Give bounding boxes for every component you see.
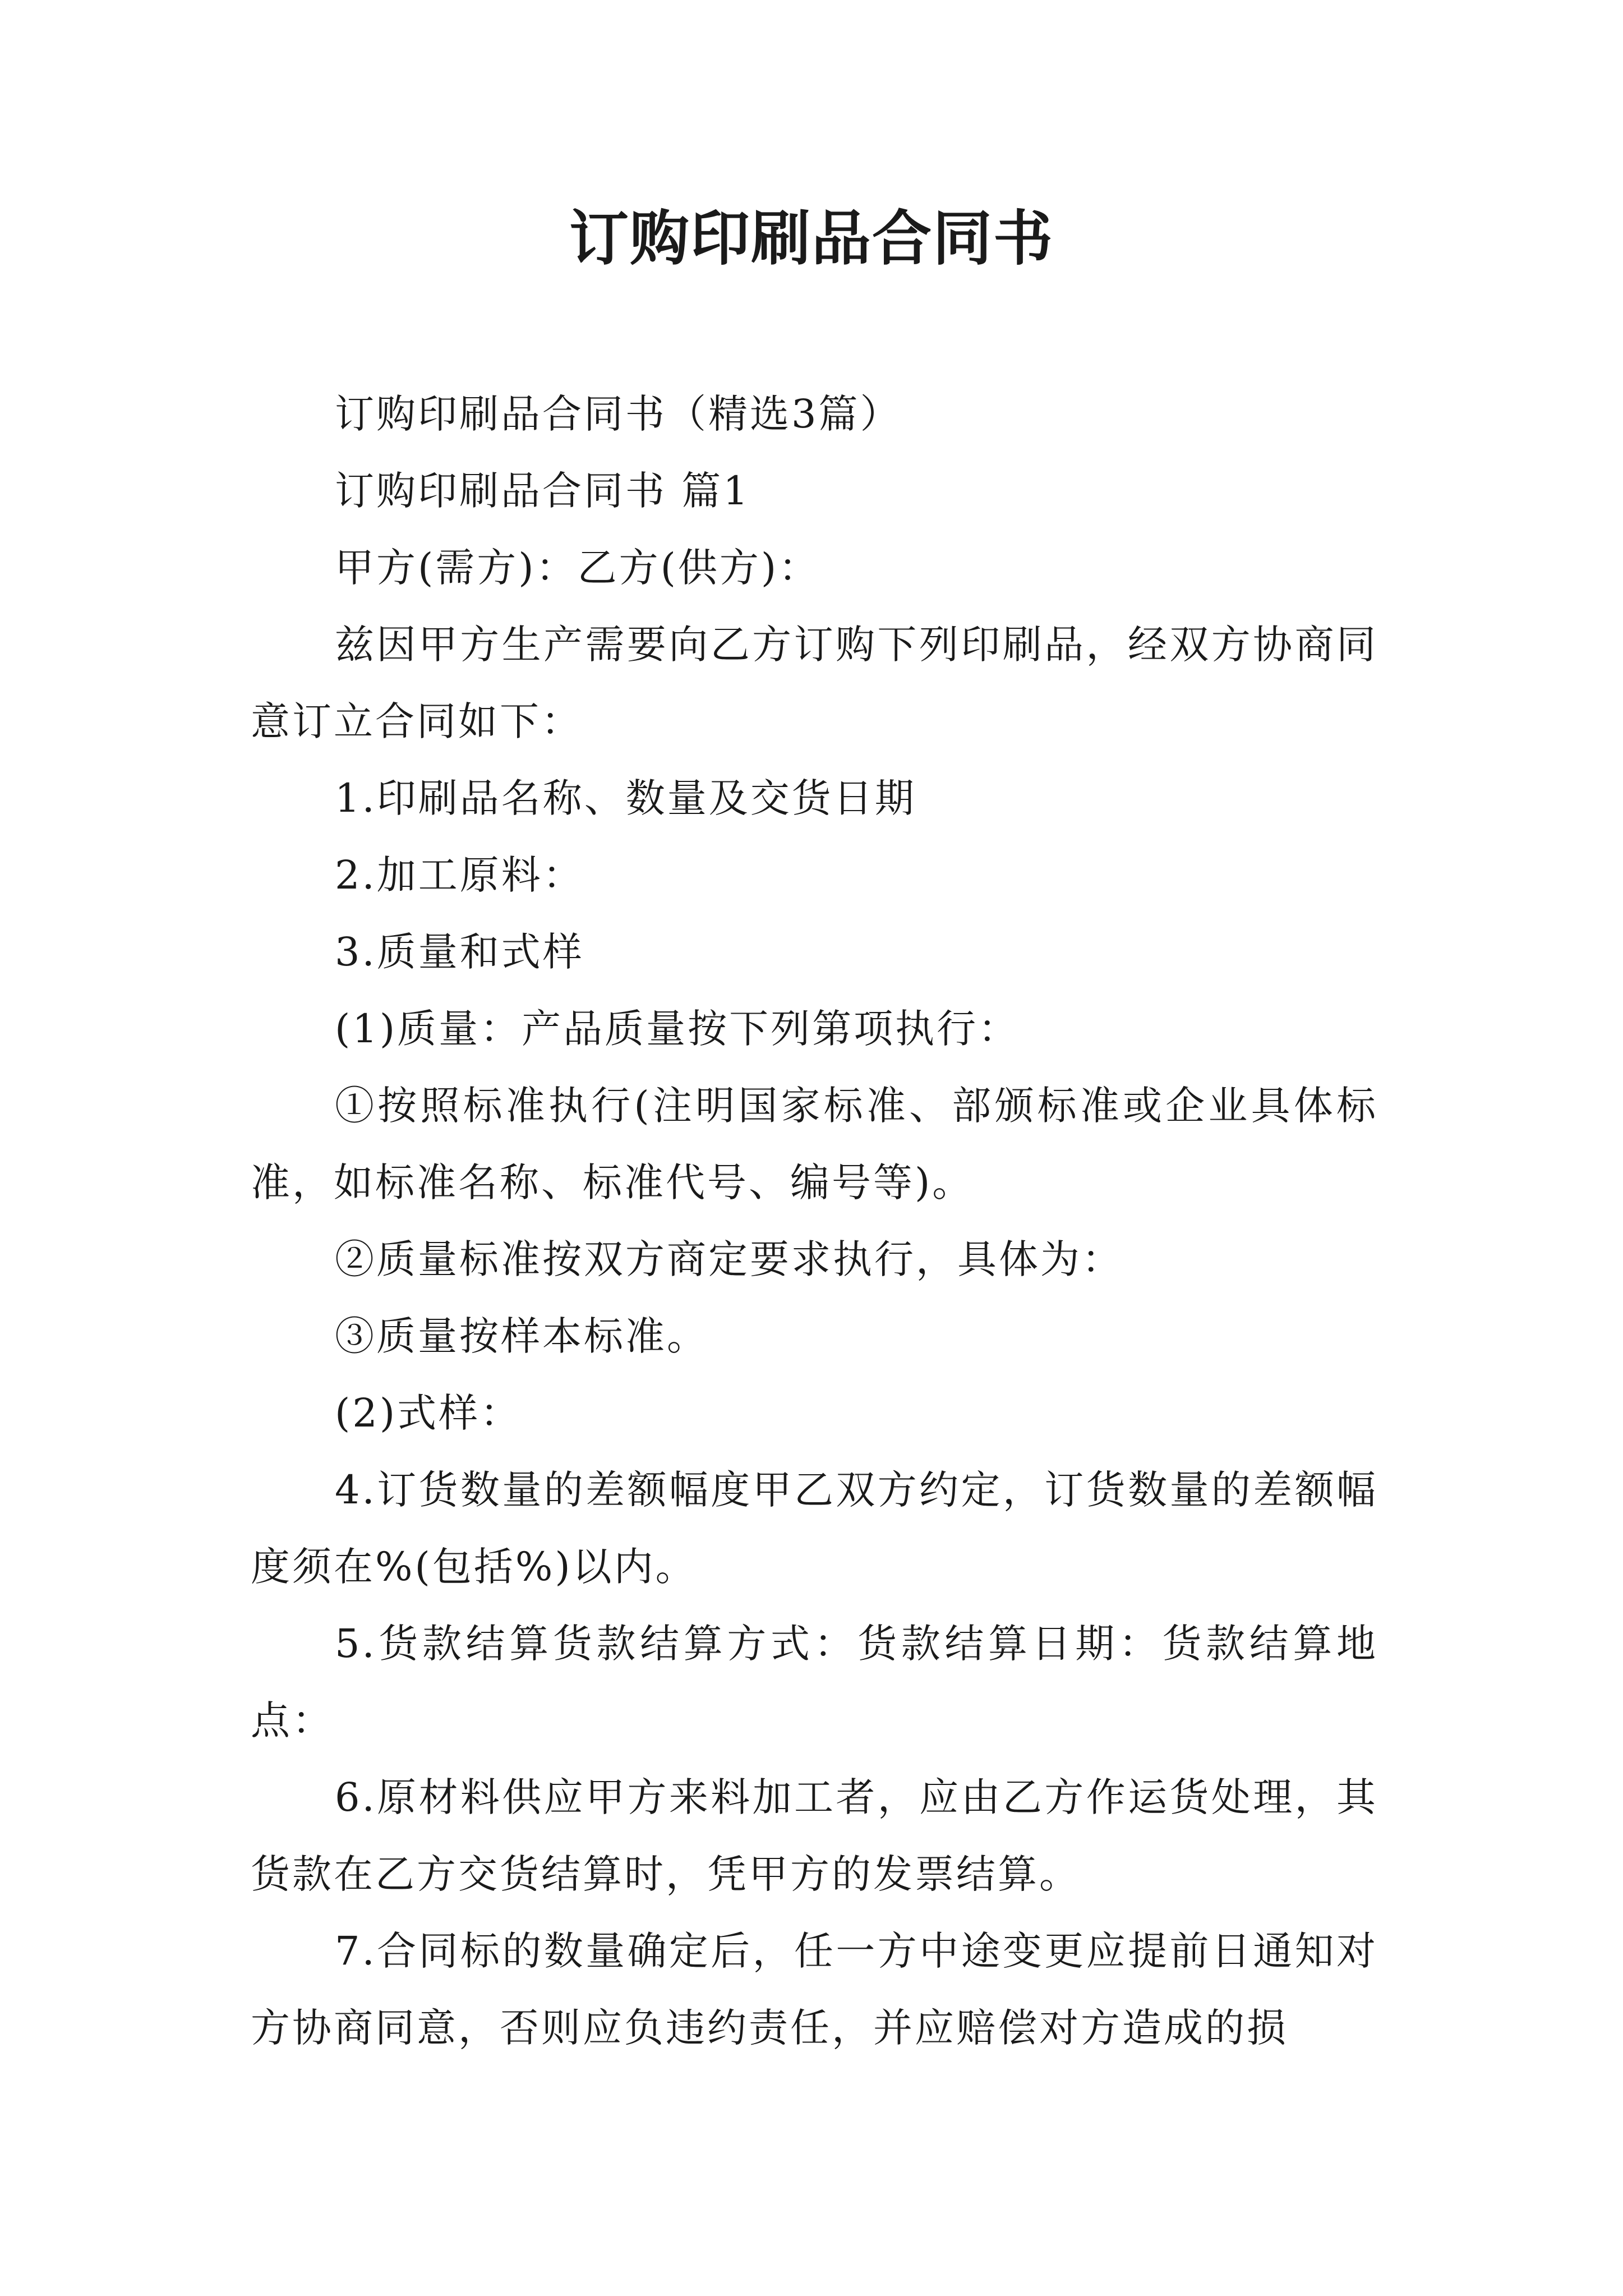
paragraph-parties: 甲方(需方)：乙方(供方)： [335,545,820,591]
paragraph-clause-1: 1.印刷品名称、数量及交货日期 [335,775,916,821]
paragraph-clause-6: 6.原材料供应甲方来料加工者，应由乙方作运货处理，其货款在乙方交货结算时，凭甲方的发票结算。 [251,1774,1378,1897]
document-title: 订购印刷品合同书 [569,203,1054,273]
paragraph-clause-2: 2.加工原料： [335,852,584,898]
paragraph-preamble: 兹因甲方生产需要向乙方订购下列印刷品，经双方协商同意订立合同如下： [251,622,1378,744]
paragraph-clause-3-1-c: ③质量按样本标准。 [335,1313,708,1359]
paragraph-clause-3-1-b: ②质量标准按双方商定要求执行，具体为： [335,1236,1123,1282]
paragraph-clause-7: 7.合同标的数量确定后，任一方中途变更应提前日通知对方协商同意，否则应负违约责任，并应赔偿对方造成的损 [251,1928,1378,2051]
paragraph-clause-3: 3.质量和式样 [335,929,584,975]
document-body [251,376,1378,2067]
paragraph-subtitle: 订购印刷品合同书（精选3篇） [335,391,902,437]
paragraph-section-heading: 订购印刷品合同书 篇1 [335,468,750,514]
paragraph-clause-3-1: (1)质量：产品质量按下列第项执行： [335,1006,1020,1052]
paragraph-clause-4: 4.订货数量的差额幅度甲乙双方约定，订货数量的差额幅度须在%(包括%)以内。 [251,1467,1378,1590]
paragraph-clause-3-2: (2)式样： [335,1390,522,1436]
paragraph-clause-3-1-a: ①按照标准执行(注明国家标准、部颁标准或企业具体标准，如标准名称、标准代号、编号等)。 [251,1083,1378,1205]
paragraph-clause-5: 5.货款结算货款结算方式：货款结算日期：货款结算地点： [251,1621,1378,1743]
